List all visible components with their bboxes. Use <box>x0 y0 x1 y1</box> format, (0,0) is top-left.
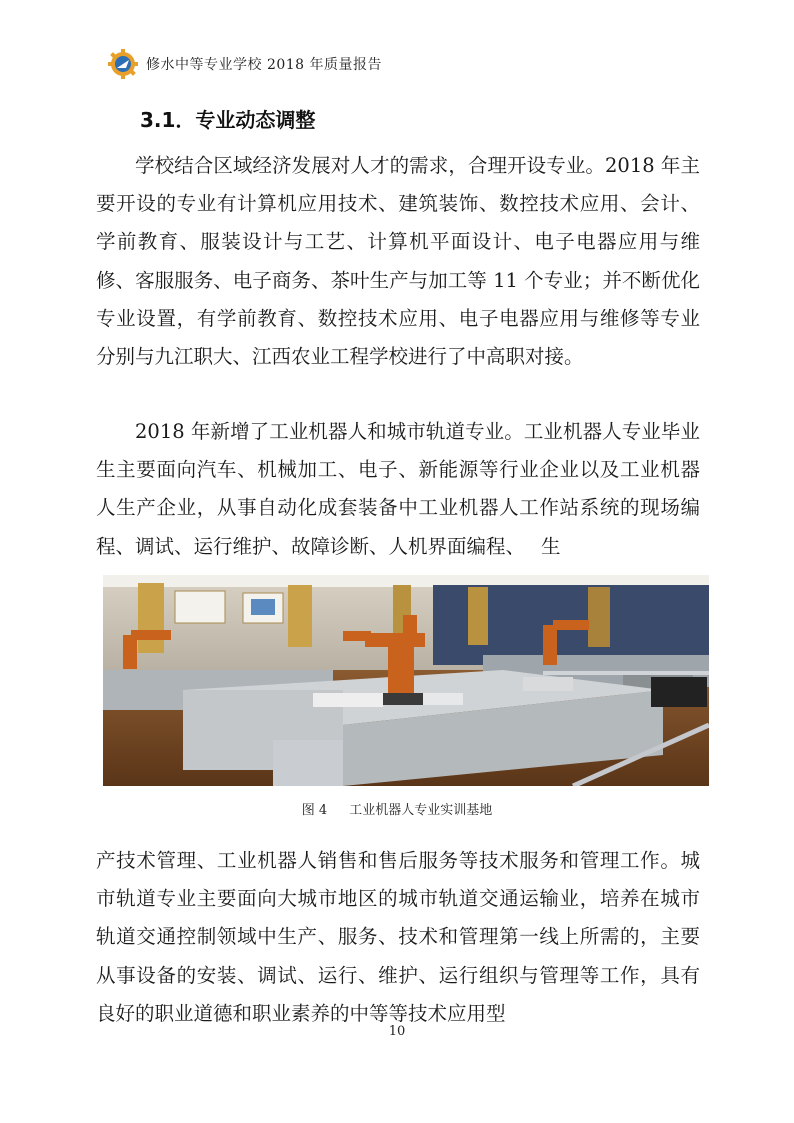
school-gear-logo-icon <box>108 49 138 79</box>
figure-caption <box>0 799 794 818</box>
body-paragraph: 2018 年新增了工业机器人和城市轨道专业。工业机器人专业毕业生主要面向汽车、机械加工、电子、新能源等行业企业以及工业机器人生产企业，从事自动化成套装备中工业机器人工作站系统的现场编程、调试、运行维护、故障诊断、人机界面编程、 生 <box>96 420 700 558</box>
body-paragraph: 学校结合区域经济发展对人才的需求，合理开设专业。2018 年主要开设的专业有计算机应用技术、建筑装饰、数控技术应用、会计、学前教育、服装设计与工艺、计算机平面设计、电子电器应用与维修、客服服务、电子商务、茶叶生产与加工等 11 个专业；并不断优化专业设置，有学前教育、数控技术应用、电子电器应用与维修等专业分别与九江职大、江西农业工程学校进行了中高职对接。 <box>96 154 700 369</box>
page-number: 10 <box>388 1024 406 1039</box>
page-header <box>108 46 382 82</box>
section-heading: 3.1．专业动态调整 <box>140 108 316 132</box>
robot-training-lab-photo <box>103 575 709 786</box>
figure-caption-text: 工业机器人专业实训基地 <box>349 803 493 818</box>
body-paragraph: 产技术管理、工业机器人销售和售后服务等技术服务和管理工作。城市轨道专业主要面向大城市地区的城市轨道交通运输业，培养在城市轨道交通控制领域中生产、服务、技术和管理第一线上所需的，主要从事设备的安装、调试、运行、维护、运行组织与管理等工作，具有良好的职业道德和职业素养的中等等技术应用型 <box>96 849 700 1025</box>
figure-label: 图 4 <box>301 803 328 818</box>
header-title: 修水中等专业学校 2018 年质量报告 <box>146 57 383 73</box>
